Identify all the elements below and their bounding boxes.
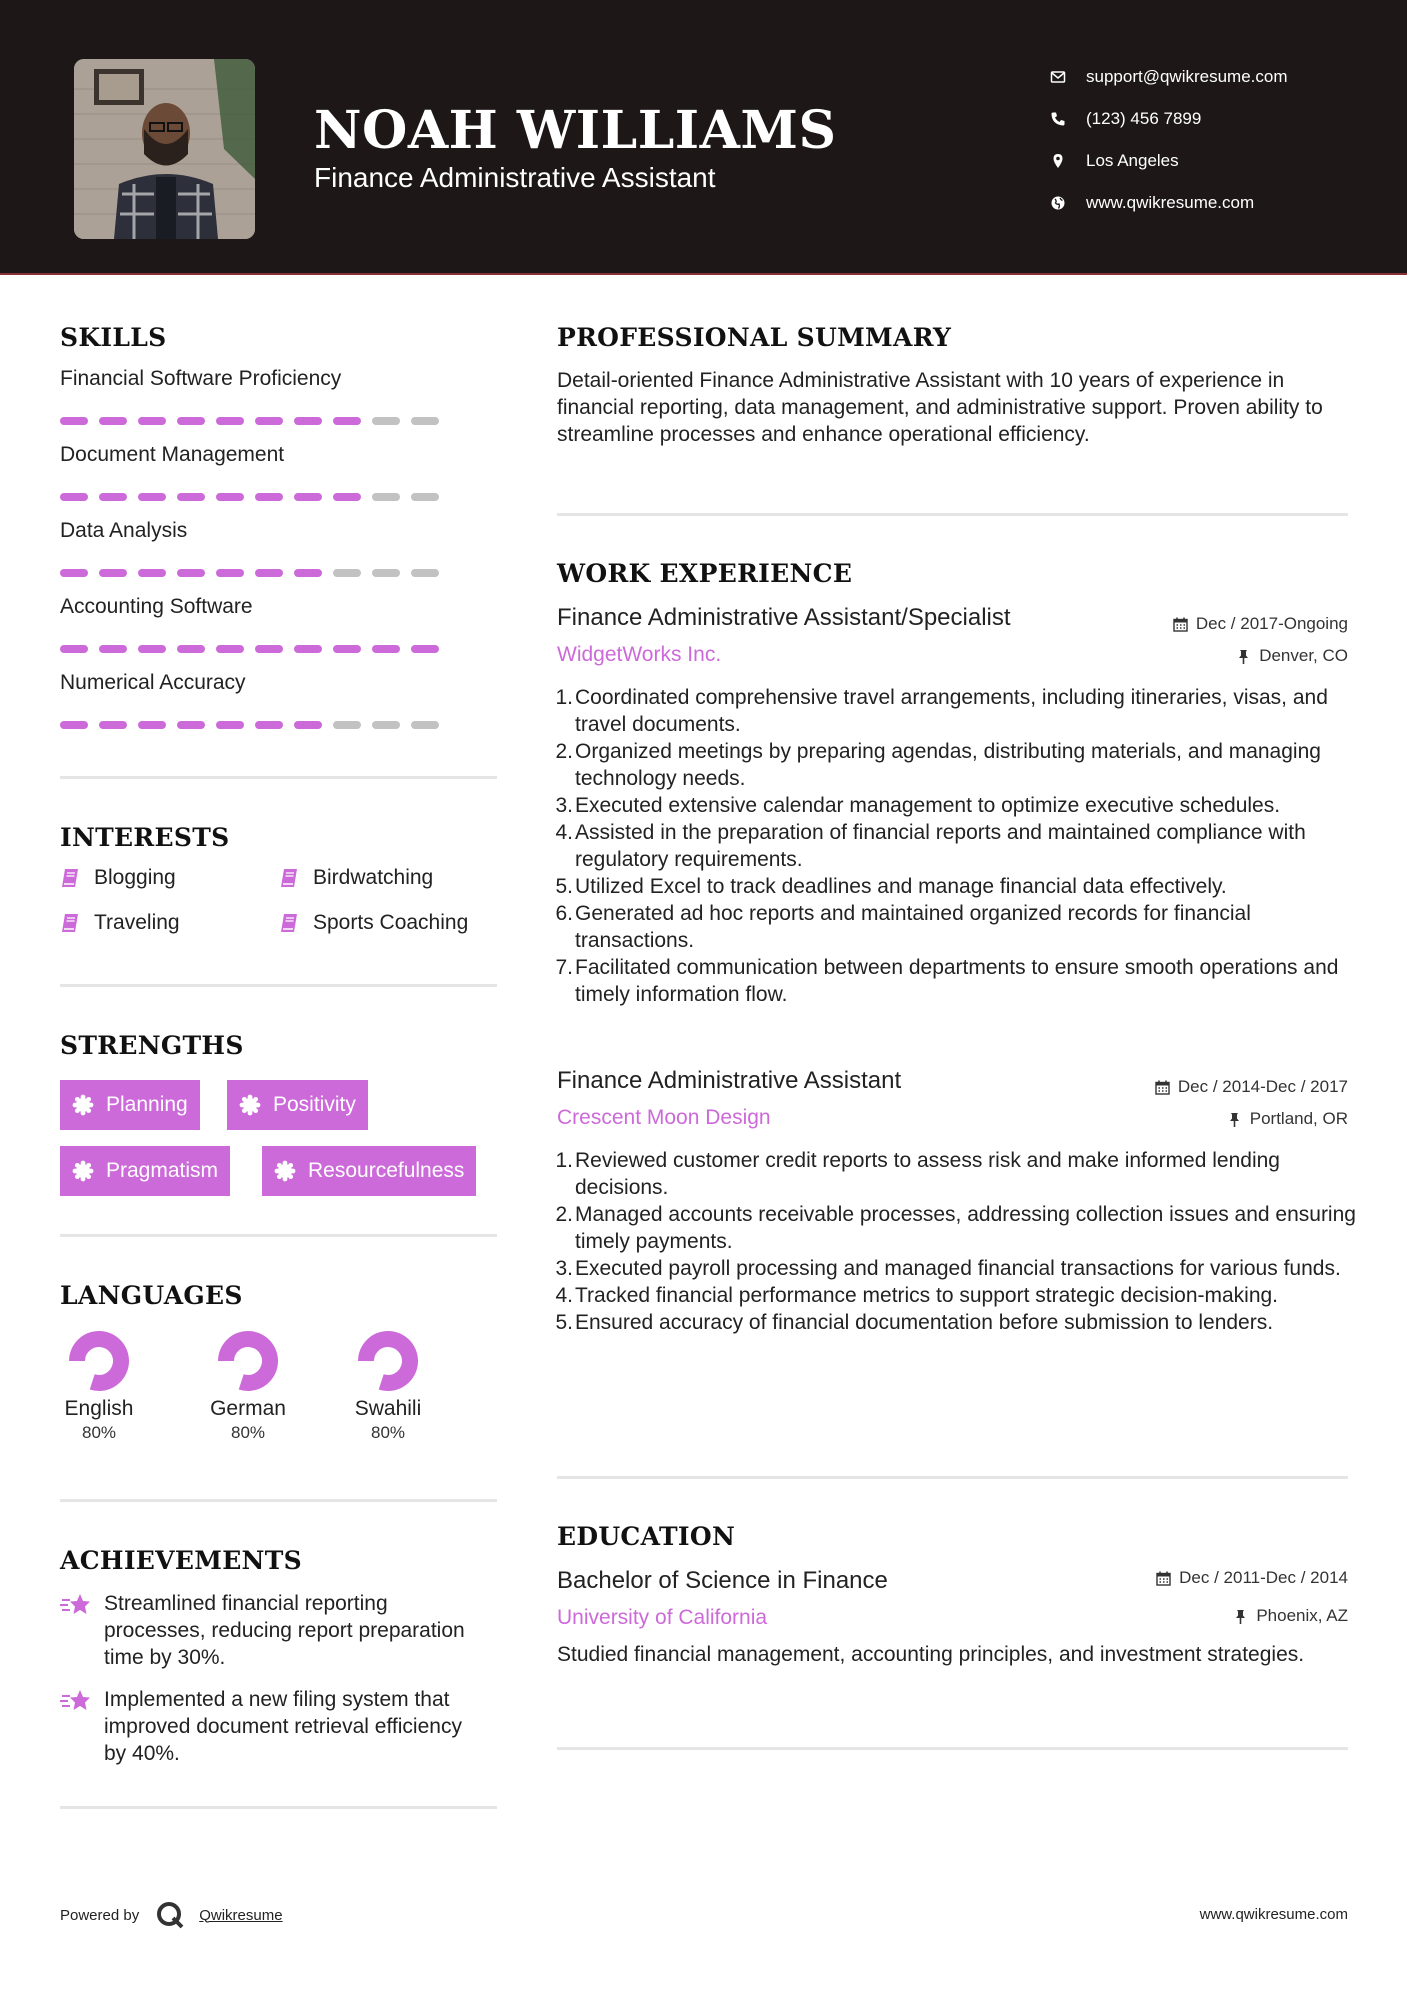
strength-tag: [60, 1080, 200, 1130]
rating-dot: [60, 417, 88, 425]
rating-dot: [60, 569, 88, 577]
rating-dot: [99, 721, 127, 729]
responsibility-item: [557, 738, 1357, 792]
interest-item: [279, 911, 468, 935]
item-number: 5.: [555, 875, 573, 898]
rating-dot: [138, 569, 166, 577]
skill-rating: [60, 721, 439, 729]
divider: [60, 776, 497, 779]
contact-phone-text: (123) 456 7899: [1086, 109, 1202, 128]
rating-dot: [216, 569, 244, 577]
contact-list: [1050, 56, 1288, 224]
candidate-title: Finance Administrative Assistant: [314, 162, 716, 193]
school-name: University of California: [557, 1606, 768, 1629]
language-level-arc: [77, 1339, 121, 1383]
job-date: [1173, 614, 1348, 634]
rating-dot: [216, 645, 244, 653]
interest-item: [60, 911, 180, 935]
qwikresume-logo-icon: [155, 1900, 185, 1930]
job-location: [1236, 646, 1348, 666]
contact-website[interactable]: [1050, 182, 1288, 224]
achievement-text: Implemented a new filing system that improved document retrieval efficiency by 40%.: [104, 1688, 462, 1765]
work-heading: WORK EXPERIENCE: [557, 559, 853, 588]
rating-dot: [99, 417, 127, 425]
item-number: 5.: [555, 1311, 573, 1334]
responsibility-text: Tracked financial performance metrics to support strategic decision-making.: [575, 1284, 1279, 1307]
rating-dot: [177, 493, 205, 501]
rating-dot: [216, 417, 244, 425]
skill-name: Data Analysis: [60, 519, 188, 542]
interest-label: Traveling: [94, 911, 180, 934]
globe-icon: [1050, 195, 1086, 211]
skill-name: Document Management: [60, 443, 285, 466]
responsibility-text: Assisted in the preparation of financial reports and maintained compliance with regulatory requirements.: [575, 821, 1306, 871]
responsibility-item: [557, 1309, 1357, 1336]
language-level-ring: [69, 1331, 129, 1391]
item-number: 1.: [555, 686, 573, 709]
item-number: 4.: [555, 1284, 573, 1307]
calendar-icon: [1156, 1571, 1171, 1586]
responsibility-text: Ensured accuracy of financial documentation before submission to lenders.: [575, 1311, 1274, 1334]
rating-dot: [99, 569, 127, 577]
achievement-item: [60, 1590, 480, 1671]
language-level-ring: [218, 1331, 278, 1391]
item-number: 3.: [555, 1257, 573, 1280]
rating-dot: [177, 721, 205, 729]
map-pin-icon: [1050, 153, 1086, 169]
education-description: Studied financial management, accounting principles, and investment strategies.: [557, 1643, 1305, 1666]
rating-dot: [333, 417, 361, 425]
job-date-text: Dec / 2014-Dec / 2017: [1177, 1077, 1348, 1096]
rating-dot: [255, 645, 283, 653]
calendar-icon: [1173, 617, 1188, 632]
skill-rating: [60, 417, 439, 425]
rating-dot: [60, 645, 88, 653]
rating-dot: [333, 645, 361, 653]
rating-dot: [372, 645, 400, 653]
pushpin-icon: [1227, 1112, 1242, 1127]
job-date-text: Dec / 2017-Ongoing: [1195, 614, 1348, 633]
divider: [60, 1806, 497, 1809]
responsibility-item: [557, 1282, 1357, 1309]
rating-dot: [372, 417, 400, 425]
contact-email[interactable]: [1050, 56, 1288, 98]
responsibility-text: Reviewed customer credit reports to assess risk and make informed lending decisions.: [575, 1149, 1280, 1199]
badge-icon: [274, 1160, 296, 1182]
responsibility-text: Generated ad hoc reports and maintained organized records for financial transactions.: [575, 902, 1251, 952]
skill-rating: [60, 569, 439, 577]
contact-website-text: www.qwikresume.com: [1086, 193, 1255, 212]
job-responsibilities: [557, 684, 1357, 1008]
rating-dot: [177, 569, 205, 577]
calendar-icon: [1155, 1080, 1170, 1095]
rating-dot: [411, 645, 439, 653]
skill-name: Accounting Software: [60, 595, 253, 618]
contact-location: [1050, 140, 1288, 182]
education-date: [1156, 1568, 1348, 1588]
responsibility-text: Organized meetings by preparing agendas, distributing materials, and managing technology needs.: [575, 740, 1321, 790]
rating-dot: [294, 417, 322, 425]
job-location-text: Denver, CO: [1259, 646, 1348, 665]
language-name: English: [64, 1397, 134, 1420]
contact-email-text: support@qwikresume.com: [1086, 67, 1288, 86]
rating-dot: [216, 493, 244, 501]
item-number: 7.: [555, 956, 573, 979]
candidate-name: NOAH WILLIAMS: [314, 100, 837, 161]
language-item: [328, 1331, 448, 1443]
responsibility-item: [557, 819, 1357, 873]
rating-dot: [138, 417, 166, 425]
item-number: 6.: [555, 902, 573, 925]
language-level-ring: [358, 1331, 418, 1391]
rating-dot: [333, 721, 361, 729]
badge-icon: [239, 1094, 261, 1116]
rating-dot: [333, 493, 361, 501]
rating-dot: [294, 493, 322, 501]
divider: [557, 1747, 1348, 1750]
job-location-text: Portland, OR: [1249, 1109, 1348, 1128]
item-number: 4.: [555, 821, 573, 844]
achievement-item: [60, 1686, 480, 1767]
interest-item: [279, 866, 433, 890]
interests-heading: INTERESTS: [60, 823, 230, 852]
resume-header: [0, 0, 1407, 275]
divider: [557, 1476, 1348, 1479]
divider: [557, 513, 1348, 516]
skills-heading: SKILLS: [60, 323, 167, 352]
star-icon: [60, 1688, 92, 1714]
strength-tag: [60, 1146, 230, 1196]
language-item: [39, 1331, 159, 1443]
job-responsibilities: [557, 1147, 1357, 1336]
strength-label: Positivity: [273, 1093, 356, 1116]
responsibility-text: Executed payroll processing and managed financial transactions for various funds.: [575, 1257, 1341, 1280]
responsibility-item: [557, 954, 1357, 1008]
envelope-icon: [1050, 69, 1086, 85]
contact-phone[interactable]: [1050, 98, 1288, 140]
rating-dot: [411, 417, 439, 425]
footer-website[interactable]: www.qwikresume.com: [1199, 1906, 1348, 1923]
badge-icon: [72, 1094, 94, 1116]
contact-location-text: Los Angeles: [1086, 151, 1179, 170]
divider: [60, 1234, 497, 1237]
rating-dot: [138, 493, 166, 501]
responsibility-text: Managed accounts receivable processes, addressing collection issues and ensuring timely payments.: [575, 1203, 1356, 1253]
item-number: 2.: [555, 740, 573, 763]
rating-dot: [99, 493, 127, 501]
item-number: 3.: [555, 794, 573, 817]
job-location: [1227, 1109, 1348, 1129]
rating-dot: [138, 721, 166, 729]
rating-dot: [255, 569, 283, 577]
book-icon: [279, 868, 299, 888]
language-percent: 80%: [81, 1423, 117, 1442]
language-level-arc: [366, 1339, 410, 1383]
rating-dot: [255, 721, 283, 729]
rating-dot: [372, 721, 400, 729]
profile-photo: [74, 59, 255, 239]
languages-heading: LANGUAGES: [60, 1281, 243, 1310]
interest-label: Sports Coaching: [313, 911, 469, 934]
rating-dot: [294, 645, 322, 653]
rating-dot: [60, 493, 88, 501]
rating-dot: [255, 417, 283, 425]
rating-dot: [60, 721, 88, 729]
language-item: [188, 1331, 308, 1443]
education-location-text: Phoenix, AZ: [1256, 1606, 1348, 1625]
responsibility-text: Facilitated communication between departments to ensure smooth operations and timely information flow.: [575, 956, 1339, 1006]
responsibility-item: [557, 900, 1357, 954]
responsibility-text: Executed extensive calendar management to optimize executive schedules.: [575, 794, 1281, 817]
degree-title: Bachelor of Science in Finance: [557, 1567, 888, 1594]
rating-dot: [177, 417, 205, 425]
rating-dot: [372, 569, 400, 577]
rating-dot: [294, 721, 322, 729]
education-heading: EDUCATION: [557, 1522, 736, 1551]
job-date: [1155, 1077, 1348, 1097]
strength-label: Planning: [106, 1093, 188, 1116]
job-company: Crescent Moon Design: [557, 1106, 771, 1129]
language-name: German: [210, 1397, 286, 1420]
item-number: 1.: [555, 1149, 573, 1172]
skill-rating: [60, 493, 439, 501]
language-name: Swahili: [354, 1397, 422, 1420]
interest-label: Blogging: [94, 866, 176, 889]
responsibility-item: [557, 873, 1357, 900]
rating-dot: [216, 721, 244, 729]
book-icon: [60, 868, 80, 888]
language-level-arc: [226, 1339, 270, 1383]
qwikresume-link[interactable]: Qwikresume: [199, 1906, 283, 1924]
divider: [60, 1499, 497, 1502]
divider: [60, 984, 497, 987]
skill-rating: [60, 645, 439, 653]
badge-icon: [72, 1160, 94, 1182]
job-title: Finance Administrative Assistant: [557, 1067, 902, 1094]
interest-label: Birdwatching: [313, 866, 434, 889]
pushpin-icon: [1233, 1609, 1248, 1624]
rating-dot: [411, 569, 439, 577]
rating-dot: [333, 569, 361, 577]
strength-tag: [227, 1080, 368, 1130]
skill-name: Numerical Accuracy: [60, 671, 246, 694]
responsibility-text: Utilized Excel to track deadlines and manage financial data effectively.: [575, 875, 1227, 898]
rating-dot: [177, 645, 205, 653]
language-percent: 80%: [230, 1423, 266, 1442]
language-percent: 80%: [370, 1423, 406, 1442]
footer-powered-by: [60, 1900, 283, 1930]
rating-dot: [138, 645, 166, 653]
achievements-heading: ACHIEVEMENTS: [60, 1546, 302, 1575]
summary-text: Detail-oriented Finance Administrative Assistant with 10 years of experience in financial reporting, data management, and administrative support. Proven ability to streamline processes and enhance operational efficiency.: [557, 369, 1323, 446]
responsibility-text: Coordinated comprehensive travel arrangements, including itineraries, visas, and travel documents.: [575, 686, 1328, 736]
phone-icon: [1050, 111, 1086, 127]
book-icon: [60, 913, 80, 933]
education-location: [1233, 1606, 1348, 1626]
skill-name: Financial Software Proficiency: [60, 367, 342, 390]
job-title: Finance Administrative Assistant/Specialist: [557, 604, 1011, 631]
responsibility-item: [557, 792, 1357, 819]
achievement-text: Streamlined financial reporting processes, reducing report preparation time by 30%.: [104, 1592, 465, 1669]
summary-heading: PROFESSIONAL SUMMARY: [557, 323, 952, 352]
job-company: WidgetWorks Inc.: [557, 643, 722, 666]
education-date-text: Dec / 2011-Dec / 2014: [1179, 1568, 1348, 1587]
pushpin-icon: [1236, 649, 1251, 664]
responsibility-item: [557, 684, 1357, 738]
responsibility-item: [557, 1255, 1357, 1282]
rating-dot: [411, 721, 439, 729]
item-number: 2.: [555, 1203, 573, 1226]
responsibility-item: [557, 1201, 1357, 1255]
strength-tag: [262, 1146, 476, 1196]
strength-label: Resourcefulness: [308, 1159, 465, 1182]
star-icon: [60, 1592, 92, 1618]
rating-dot: [99, 645, 127, 653]
interest-item: [60, 866, 176, 890]
responsibility-item: [557, 1147, 1357, 1201]
rating-dot: [294, 569, 322, 577]
rating-dot: [255, 493, 283, 501]
strength-label: Pragmatism: [106, 1159, 219, 1182]
strengths-heading: STRENGTHS: [60, 1031, 244, 1060]
powered-by-text: Powered by: [60, 1906, 140, 1924]
book-icon: [279, 913, 299, 933]
rating-dot: [372, 493, 400, 501]
rating-dot: [411, 493, 439, 501]
